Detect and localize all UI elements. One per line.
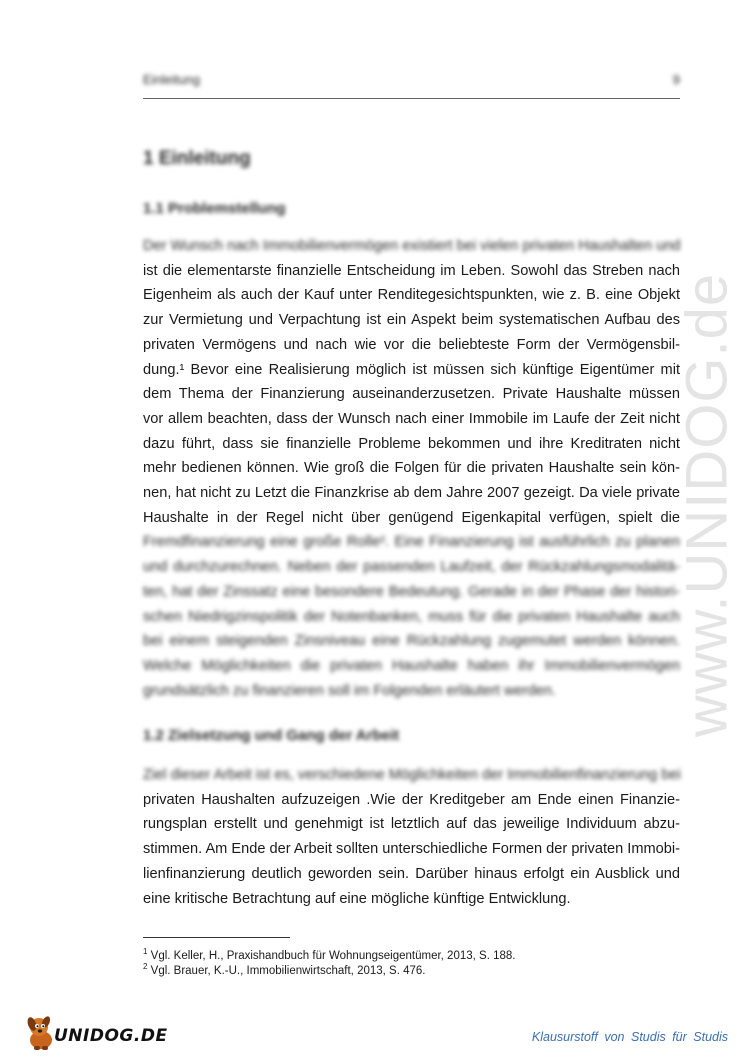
footnote-1: $^1$ Vgl. Keller, H., Praxishandbuch für Wohnungseigentümer, 2013, S. 188. (143, 947, 516, 962)
paragraph-line: bei einem steigenden Zinsniveau eine Rückzahlung zugemutet werden können. (143, 633, 680, 650)
paragraph-line: nen, hat nicht zu Letzt die Finanzkrise ab dem Jahre 2007 gezeigt. Da viele private (143, 485, 680, 501)
paragraph-line: und durchzurechnen. Neben der passenden Laufzeit, der Rückzahlungsmodalitä- (143, 559, 680, 576)
section-heading-problemstellung: 1.1 Problemstellung (143, 200, 286, 217)
paragraph-line: Fremdfinanzierung eine große Rolle². Eine Finanzierung ist ausführlich zu planen (143, 534, 680, 551)
footnote-2: $^2$ Vgl. Brauer, K.-U., Immobilienwirtschaft, 2013, S. 476. (143, 962, 426, 977)
unidog-logo (24, 1014, 168, 1054)
paragraph-line: dem Thema der Finanzierung auseinanderzusetzen. Private Haushalte müssen (143, 386, 680, 403)
paragraph-line: lienfinanzierung deutlich geworden sein. Darüber hinaus erfolgt ein Ausblick und (143, 865, 680, 882)
paragraph-line: ist die elementarste finanzielle Entscheidung im Leben. Sowohl das Streben nach (143, 262, 680, 279)
paragraph-line: vor allem beachten, dass der Wunsch nach einer Immobile im Laufe der Zeit nicht (143, 410, 680, 427)
chapter-heading: 1 Einleitung (143, 148, 251, 169)
section-heading-zielsetzung: 1.2 Zielsetzung und Gang der Arbeit (143, 727, 400, 744)
paragraph-line: Haushalte in der Regel nicht über genügend Eigenkapital verfügen, spielt die (143, 509, 680, 526)
watermark (672, 272, 742, 738)
paragraph-line: rungsplan erstellt und genehmigt ist letztlich auf das jeweilige Individuum abzu- (143, 816, 680, 833)
logo-text: UNIDOG.DE (54, 1026, 168, 1046)
footer-slogan: Klausurstoff von Studis für Studis (531, 1030, 728, 1044)
running-header-title: Einleitung (143, 72, 201, 87)
paragraph-line: Welche Möglichkeiten die privaten Haushalte haben ihr Immobilienvermögen (143, 657, 680, 674)
page-number: 9 (672, 72, 680, 87)
page-header (143, 68, 680, 99)
paragraph-line: Eigenheim als auch der Kauf unter Renditegesichtspunkten, wie z. B. eine Objekt (143, 287, 680, 304)
paragraph-line: schen Niedrigzinspolitik der Notenbanken, muss für die privaten Haushalte auch (143, 608, 680, 625)
paragraph-line: stimmen. Am Ende der Arbeit sollten unterschiedliche Formen der privaten Immobi- (143, 841, 680, 858)
paragraph-line: mehr bedienen können. Wie groß die Folgen für die privaten Haushalte sein kön- (143, 460, 680, 477)
paragraph-line: eine kritische Betrachtung auf eine mögliche künftige Entwicklung. (143, 890, 571, 907)
dog-mascot-icon (24, 1014, 58, 1052)
paragraph-line: ten, hat der Zinssatz eine besondere Bedeutung. Gerade in der Phase der histori- (143, 583, 680, 600)
paragraph-line: Der Wunsch nach Immobilienvermögen existiert bei vielen privaten Haushalten und (143, 238, 681, 254)
watermark-text: www.UNIDOG.de (674, 272, 740, 738)
paragraph-line: privaten Vermögens und nach wie vor die beliebteste Form der Vermögensbil- (143, 336, 680, 353)
paragraph-line: grundsätzlich zu finanzieren soll im Folgenden erläutert werden. (143, 682, 556, 699)
paragraph-line: zur Vermietung und Verpachtung ist ein Aspekt beim systematischen Aufbau des (143, 312, 680, 329)
footnote-separator (143, 937, 290, 938)
paragraph-line: dung.¹ Bevor eine Realisierung möglich ist müssen sich künftige Eigentümer mit (143, 361, 680, 378)
paragraph-line: Ziel dieser Arbeit ist es, verschiedene Möglichkeiten der Immobilienfinanzierung bei (143, 767, 681, 783)
paragraph-line: privaten Haushalten aufzuzeigen .Wie der Kreditgeber am Ende einen Finanzie- (143, 791, 680, 808)
paragraph-line: dazu führt, dass sie finanzielle Probleme bekommen und ihre Kreditraten nicht (143, 435, 680, 452)
